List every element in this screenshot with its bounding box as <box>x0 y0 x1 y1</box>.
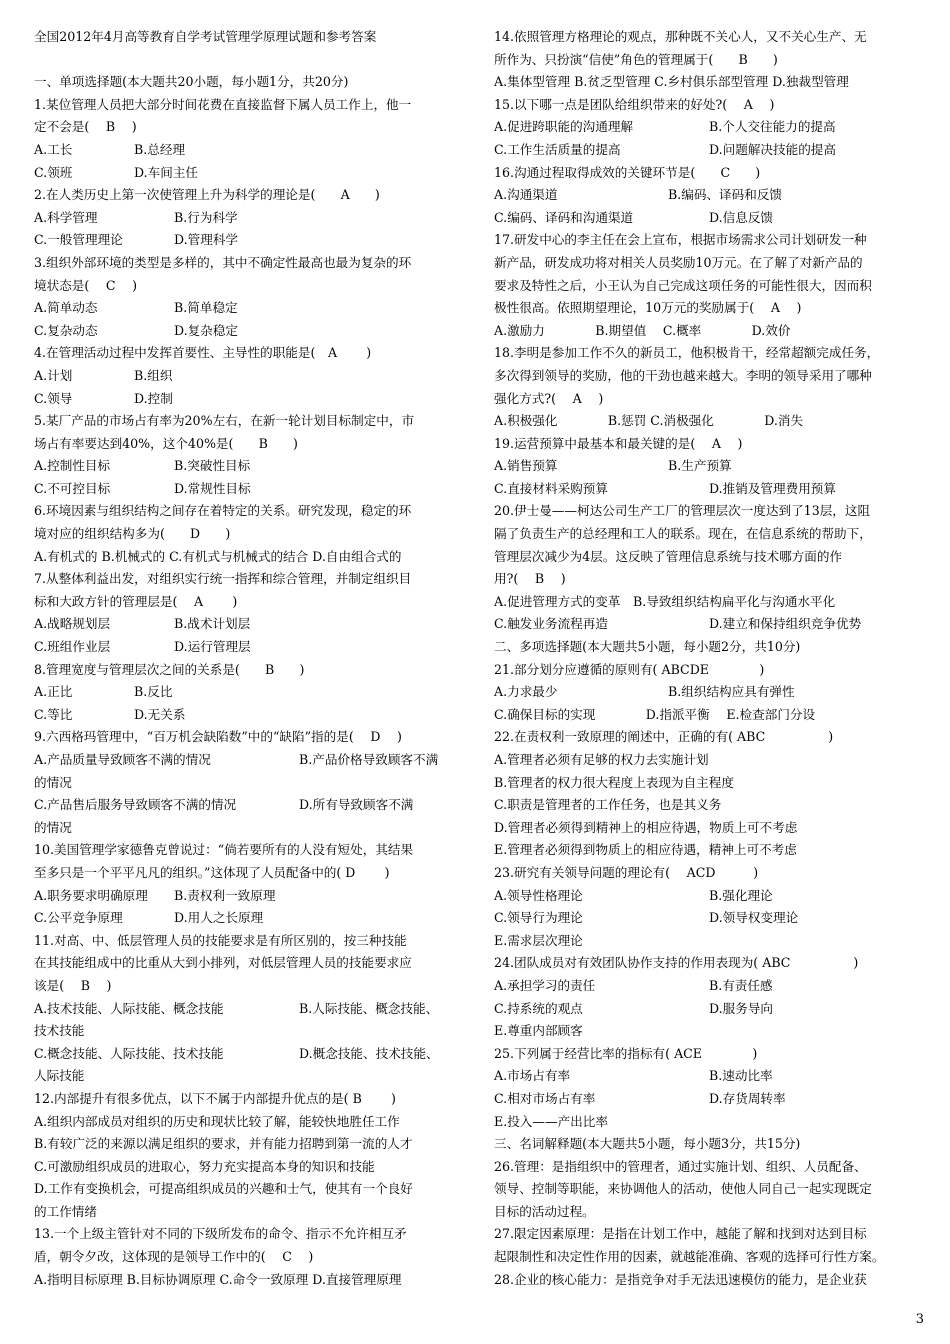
text-line <box>494 907 924 930</box>
option-text: B.速动比率 <box>709 1068 773 1084</box>
text-line: 22.在责权利一致原理的阐述中，正确的有( ABC ) <box>494 729 834 745</box>
text-line <box>34 907 466 930</box>
text-line: 在其技能组成中的比重从大到小排列，对低层管理人员的技能要求应 <box>34 955 412 971</box>
text-line: E.尊重内部顾客 <box>494 1023 583 1039</box>
text-line <box>34 297 466 320</box>
text-line: E.投入——产出比率 <box>494 1113 608 1129</box>
text-line: 新产品，研发成功将对相关人员奖励10万元。在了解了对新产品的 <box>494 254 863 270</box>
option-text: B.个人交往能力的提高 <box>709 119 836 135</box>
text-line: 该是( B ) <box>34 977 112 993</box>
option-text: D.常规性目标 <box>174 480 251 496</box>
text-line: 20.伊士曼——柯达公司生产工厂的管理层次一度达到了13层，这阻 <box>494 503 871 519</box>
option-text: B.生产预算 <box>668 458 732 474</box>
text-line: C.可激励组织成员的进取心，努力充实提高本身的知识和技能 <box>34 1158 375 1174</box>
text-line: 隔了负责生产的总经理和工人的联系。现在，在信息系统的帮助下， <box>494 526 872 542</box>
option-text: A.市场占有率 <box>494 1068 571 1084</box>
text-line: 15.以下哪一点是团队给组织带来的好处?( A ) <box>494 96 775 112</box>
text-line: 全国2012年4月高等教育自学考试管理学原理试题和参考答案 <box>34 29 377 44</box>
text-line <box>494 184 924 207</box>
option-text: C.不可控目标 <box>34 480 111 496</box>
text-line: 8.管理宽度与管理层次之间的关系是( B ) <box>34 661 305 677</box>
text-line <box>494 613 924 636</box>
text-line <box>34 681 466 704</box>
option-text: D.所有导致顾客不满 <box>299 797 414 813</box>
text-line: 人际技能 <box>34 1068 85 1084</box>
text-line <box>494 455 924 478</box>
text-line: 3.组织外部环境的类型是多样的，其中不确定性最高也最为复杂的环 <box>34 254 412 270</box>
option-text: A.承担学习的责任 <box>494 977 596 993</box>
text-line <box>494 975 924 998</box>
option-text: D.服务导向 <box>709 1000 774 1016</box>
text-line: 强化方式?( A ) <box>494 390 604 406</box>
text-line: 18.李明是参加工作不久的新员工，他积极肯干，经常超额完成任务， <box>494 345 880 361</box>
option-text: D.复杂稳定 <box>174 322 239 338</box>
text-line: 23.研究有关领导问题的理论有( ACD ) <box>494 864 759 880</box>
option-text: C.产品售后服务导致顾客不满的情况 <box>34 797 237 813</box>
option-text: B.责权利一致原理 <box>174 887 276 903</box>
text-line: A.促进管理方式的变革 B.导致组织结构扁平化与沟通水平化 <box>494 593 836 609</box>
text-line: 25.下列属于经营比率的指标有( ACE ) <box>494 1045 758 1061</box>
text-line: 13.一个上级主管针对不同的下级所发布的命令、指示不允许相互矛 <box>34 1226 407 1242</box>
text-line: 1.某位管理人员把大部分时间花费在直接监督下属人员工作上，他一 <box>34 96 412 112</box>
option-text: B.总经理 <box>134 141 186 157</box>
text-line: 14.依照管理方格理论的观点，那种既不关心人，又不关心生产、无 <box>494 29 867 44</box>
option-text: A.职务要求明确原理 <box>34 887 148 903</box>
text-line: 要求及特性之后，小王认为自己完成这项任务的可能性很大，因而积 <box>494 277 872 293</box>
option-text: D.无关系 <box>134 706 186 722</box>
text-line: E.需求层次理论 <box>494 932 583 948</box>
text-line: 场占有率要达到40%，这个40%是( B ) <box>34 435 298 451</box>
text-line <box>34 794 466 817</box>
text-line: B.有较广泛的来源以满足组织的要求，并有能力招聘到第一流的人才 <box>34 1136 413 1152</box>
text-line <box>34 365 466 388</box>
text-line: E.管理者必须得到物质上的相应待遇，精神上可不考虑 <box>494 842 797 858</box>
option-text: A.促进跨职能的沟通理解 <box>494 119 634 135</box>
text-line: 11.对高、中、低层管理人员的技能要求是有所区别的，按三种技能 <box>34 932 407 948</box>
text-line <box>494 139 924 162</box>
text-line: 标和大政方针的管理层是( A ) <box>34 593 238 609</box>
option-text: B.编码、译码和反馈 <box>668 187 783 203</box>
option-text: A.力求最少 <box>494 684 558 700</box>
option-text: C.班组作业层 <box>34 639 111 655</box>
text-line: 的工作情绪 <box>34 1203 97 1219</box>
text-line: 盾，朝令夕改，这体现的是领导工作中的( C ) <box>34 1249 314 1265</box>
text-line: 的情况 <box>34 819 72 835</box>
text-line: 二、多项选择题(本大题共5小题，每小题2分，共10分) <box>494 639 801 655</box>
option-text: D.车间主任 <box>134 164 199 180</box>
option-text: C.工作生活质量的提高 <box>494 141 621 157</box>
text-line: A.集体型管理 B.贫乏型管理 C.乡村俱乐部型管理 D.独裁型管理 <box>494 74 849 90</box>
text-line <box>34 229 466 252</box>
option-text: A.控制性目标 <box>34 458 111 474</box>
text-line <box>494 681 924 704</box>
text-line: 三、名词解释题(本大题共5小题，每小题3分，共15分) <box>494 1136 801 1152</box>
text-line <box>494 478 924 501</box>
text-line <box>34 636 466 659</box>
text-line: A.组织内部成员对组织的历史和现状比较了解，能较快地胜任工作 <box>34 1113 400 1129</box>
text-line: A.激励力 B.期望值 C.概率 D.效价 <box>494 322 791 338</box>
text-line: 21.部分划分应遵循的原则有( ABCDE ) <box>494 661 765 677</box>
text-line <box>34 139 466 162</box>
text-line: 定不会是( B ) <box>34 119 137 135</box>
option-text: B.组织结构应具有弹性 <box>668 684 795 700</box>
text-line: 17.研发中心的李主任在会上宣布，根据市场需求公司计划研发一种 <box>494 232 867 248</box>
option-text: D.控制 <box>134 390 173 406</box>
text-line: 16.沟通过程取得成效的关键环节是( C ) <box>494 164 761 180</box>
text-line: 24.团队成员对有效团队协作支持的作用表现为( ABC ) <box>494 955 859 971</box>
text-line <box>494 116 924 139</box>
option-text: A.科学管理 <box>34 209 98 225</box>
text-line: D.工作有变换机会，可提高组织成员的兴趣和士气，使其有一个良好 <box>34 1181 413 1197</box>
text-line <box>34 885 466 908</box>
text-line: 5.某厂产品的市场占有率为20%左右，在新一轮计划目标制定中，市 <box>34 413 415 429</box>
text-line: 技术技能 <box>34 1023 85 1039</box>
text-line <box>494 207 924 230</box>
text-line <box>34 1043 466 1066</box>
text-line: 极性很高。依照期望理论，10万元的奖励属于( A ) <box>494 300 802 316</box>
text-line <box>494 1065 924 1088</box>
option-text: D.推销及管理费用预算 <box>709 480 836 496</box>
text-line: 7.从整体利益出发，对组织实行统一指挥和综合管理，并制定组织目 <box>34 571 412 587</box>
option-text: C.触发业务流程再造 <box>494 616 608 632</box>
option-text: D.问题解决技能的提高 <box>709 141 836 157</box>
text-line: 6.环境因素与组织结构之间存在着特定的关系。研究发现，稳定的环 <box>34 503 412 519</box>
option-text: D.运行管理层 <box>174 639 251 655</box>
option-text: A.沟通渠道 <box>494 187 558 203</box>
option-text: C.概念技能、人际技能、技术技能 <box>34 1045 224 1061</box>
right-column <box>494 26 924 1291</box>
text-line <box>34 998 466 1021</box>
text-line: 用?( B ) <box>494 571 566 587</box>
option-text: A.产品质量导致顾客不满的情况 <box>34 752 211 767</box>
text-line <box>34 478 466 501</box>
option-text: B.反比 <box>134 684 173 700</box>
text-line: 管理层次减少为4层。这反映了管理信息系统与技术哪方面的作 <box>494 548 843 564</box>
text-line: 的情况 <box>34 774 72 790</box>
option-text: C.等比 <box>34 706 73 722</box>
option-text: C.公平竞争原理 <box>34 910 123 926</box>
option-text: B.行为科学 <box>174 209 238 225</box>
text-line: A.管理者必须有足够的权力去实施计划 <box>494 752 709 767</box>
option-text: D.管理科学 <box>174 232 239 248</box>
text-line <box>494 885 924 908</box>
text-line: D.管理者必须得到精神上的相应待遇，物质上可不考虑 <box>494 819 798 835</box>
text-line <box>34 320 466 343</box>
option-text: B.人际技能、概念技能、 <box>299 1000 439 1016</box>
option-text: C.直接材料采购预算 <box>494 480 608 496</box>
text-line: 起限制性和决定性作用的因素，就越能准确、客观的选择可行性方案。 <box>494 1249 885 1265</box>
option-text: D.领导权变理论 <box>709 910 799 926</box>
text-line: 一、单项选择题(本大题共20小题，每小题1分，共20分) <box>34 74 349 90</box>
option-text: D.存货周转率 <box>709 1090 786 1106</box>
text-line: 领导、控制等职能，来协调他人的活动，使他人同自己一起实现既定 <box>494 1181 872 1197</box>
option-text: A.计划 <box>34 367 73 383</box>
text-line: B.管理者的权力很大程度上表现为自主程度 <box>494 774 734 790</box>
option-text: A.战略规划层 <box>34 616 111 632</box>
text-line: 多次得到领导的奖励，他的干劲也越来越大。李明的领导采用了哪种 <box>494 367 872 383</box>
text-line: 至多只是一个平平凡凡的组织。”这体现了人员配备中的( D ) <box>34 864 390 880</box>
option-text: C.领班 <box>34 164 73 180</box>
option-text: B.突破性目标 <box>174 458 251 474</box>
text-line: 2.在人类历史上第一次使管理上升为科学的理论是( A ) <box>34 187 380 203</box>
option-text: A.工长 <box>34 141 73 157</box>
text-line <box>34 49 466 72</box>
option-text: D.信息反馈 <box>709 209 774 225</box>
option-text: D.概念技能、技术技能、 <box>299 1045 439 1061</box>
text-line: 28.企业的核心能力：是指竞争对手无法迅速模仿的能力，是企业获 <box>494 1271 867 1287</box>
option-text: A.正比 <box>34 684 73 700</box>
text-line <box>34 613 466 636</box>
option-text: C.持系统的观点 <box>494 1000 583 1016</box>
text-line: C.确保目标的实现 D.指派平衡 E.检查部门分设 <box>494 706 816 722</box>
text-line: A.指明目标原理 B.目标协调原理 C.命令一致原理 D.直接管理原理 <box>34 1271 402 1287</box>
option-text: C.领导 <box>34 390 73 406</box>
text-line <box>34 455 466 478</box>
text-line: 26.管理：是指组织中的管理者，通过实施计划、组织、人员配备、 <box>494 1158 867 1174</box>
text-line <box>494 1088 924 1111</box>
option-text: A.领导性格理论 <box>494 887 583 903</box>
option-text: C.相对市场占有率 <box>494 1090 596 1106</box>
left-column <box>34 26 466 1291</box>
option-text: B.强化理论 <box>709 887 773 903</box>
option-text: B.有责任感 <box>709 977 773 993</box>
text-line: 12.内部提升有很多优点，以下不属于内部提升优点的是( B ) <box>34 1090 396 1106</box>
text-line: 10.美国管理学家德鲁克曾说过：“倘若要所有的人没有短处，其结果 <box>34 842 414 858</box>
text-line: 境状态是( C ) <box>34 277 138 293</box>
option-text: B.产品价格导致顾客不满 <box>299 752 439 767</box>
text-line: C.职责是管理者的工作任务，也是其义务 <box>494 797 722 813</box>
option-text: A.销售预算 <box>494 458 558 474</box>
option-text: D.建立和保持组织竞争优势 <box>709 616 862 632</box>
option-text: B.简单稳定 <box>174 300 238 316</box>
option-text: D.用人之长原理 <box>174 910 264 926</box>
text-line: A.积极强化 B.惩罚 C.消极强化 D.消失 <box>494 413 804 429</box>
text-line <box>34 704 466 727</box>
text-line <box>34 162 466 185</box>
text-line <box>34 388 466 411</box>
text-line: A.有机式的 B.机械式的 C.有机式与机械式的结合 D.自由组合式的 <box>34 548 402 564</box>
option-text: B.战术计划层 <box>174 616 251 632</box>
text-line: 19.运营预算中最基本和最关键的是( A ) <box>494 435 743 451</box>
text-line <box>34 749 466 772</box>
text-line: 目标的活动过程。 <box>494 1203 595 1219</box>
option-text: A.简单动态 <box>34 300 98 316</box>
option-text: C.一般管理理论 <box>34 232 123 248</box>
text-line: 4.在管理活动过程中发挥首要性、主导性的职能是( A ) <box>34 345 372 361</box>
option-text: C.领导行为理论 <box>494 910 583 926</box>
text-line: 所作为、只扮演“信使”角色的管理属于( B ) <box>494 51 778 67</box>
option-text: B.组织 <box>134 367 173 383</box>
text-line: 境对应的组织结构多为( D ) <box>34 526 231 542</box>
option-text: A.技术技能、人际技能、概念技能 <box>34 1000 224 1016</box>
option-text: C.编码、译码和沟通渠道 <box>494 209 634 225</box>
page-number: 3 <box>915 1312 924 1328</box>
text-line: 9.六西格玛管理中，“百万机会缺陷数”中的“缺陷”指的是( D ) <box>34 729 402 745</box>
text-line <box>34 207 466 230</box>
text-line: 27.限定因素原理：是指在计划工作中，越能了解和找到对达到目标 <box>494 1226 867 1242</box>
option-text: C.复杂动态 <box>34 322 98 338</box>
text-line <box>494 998 924 1021</box>
